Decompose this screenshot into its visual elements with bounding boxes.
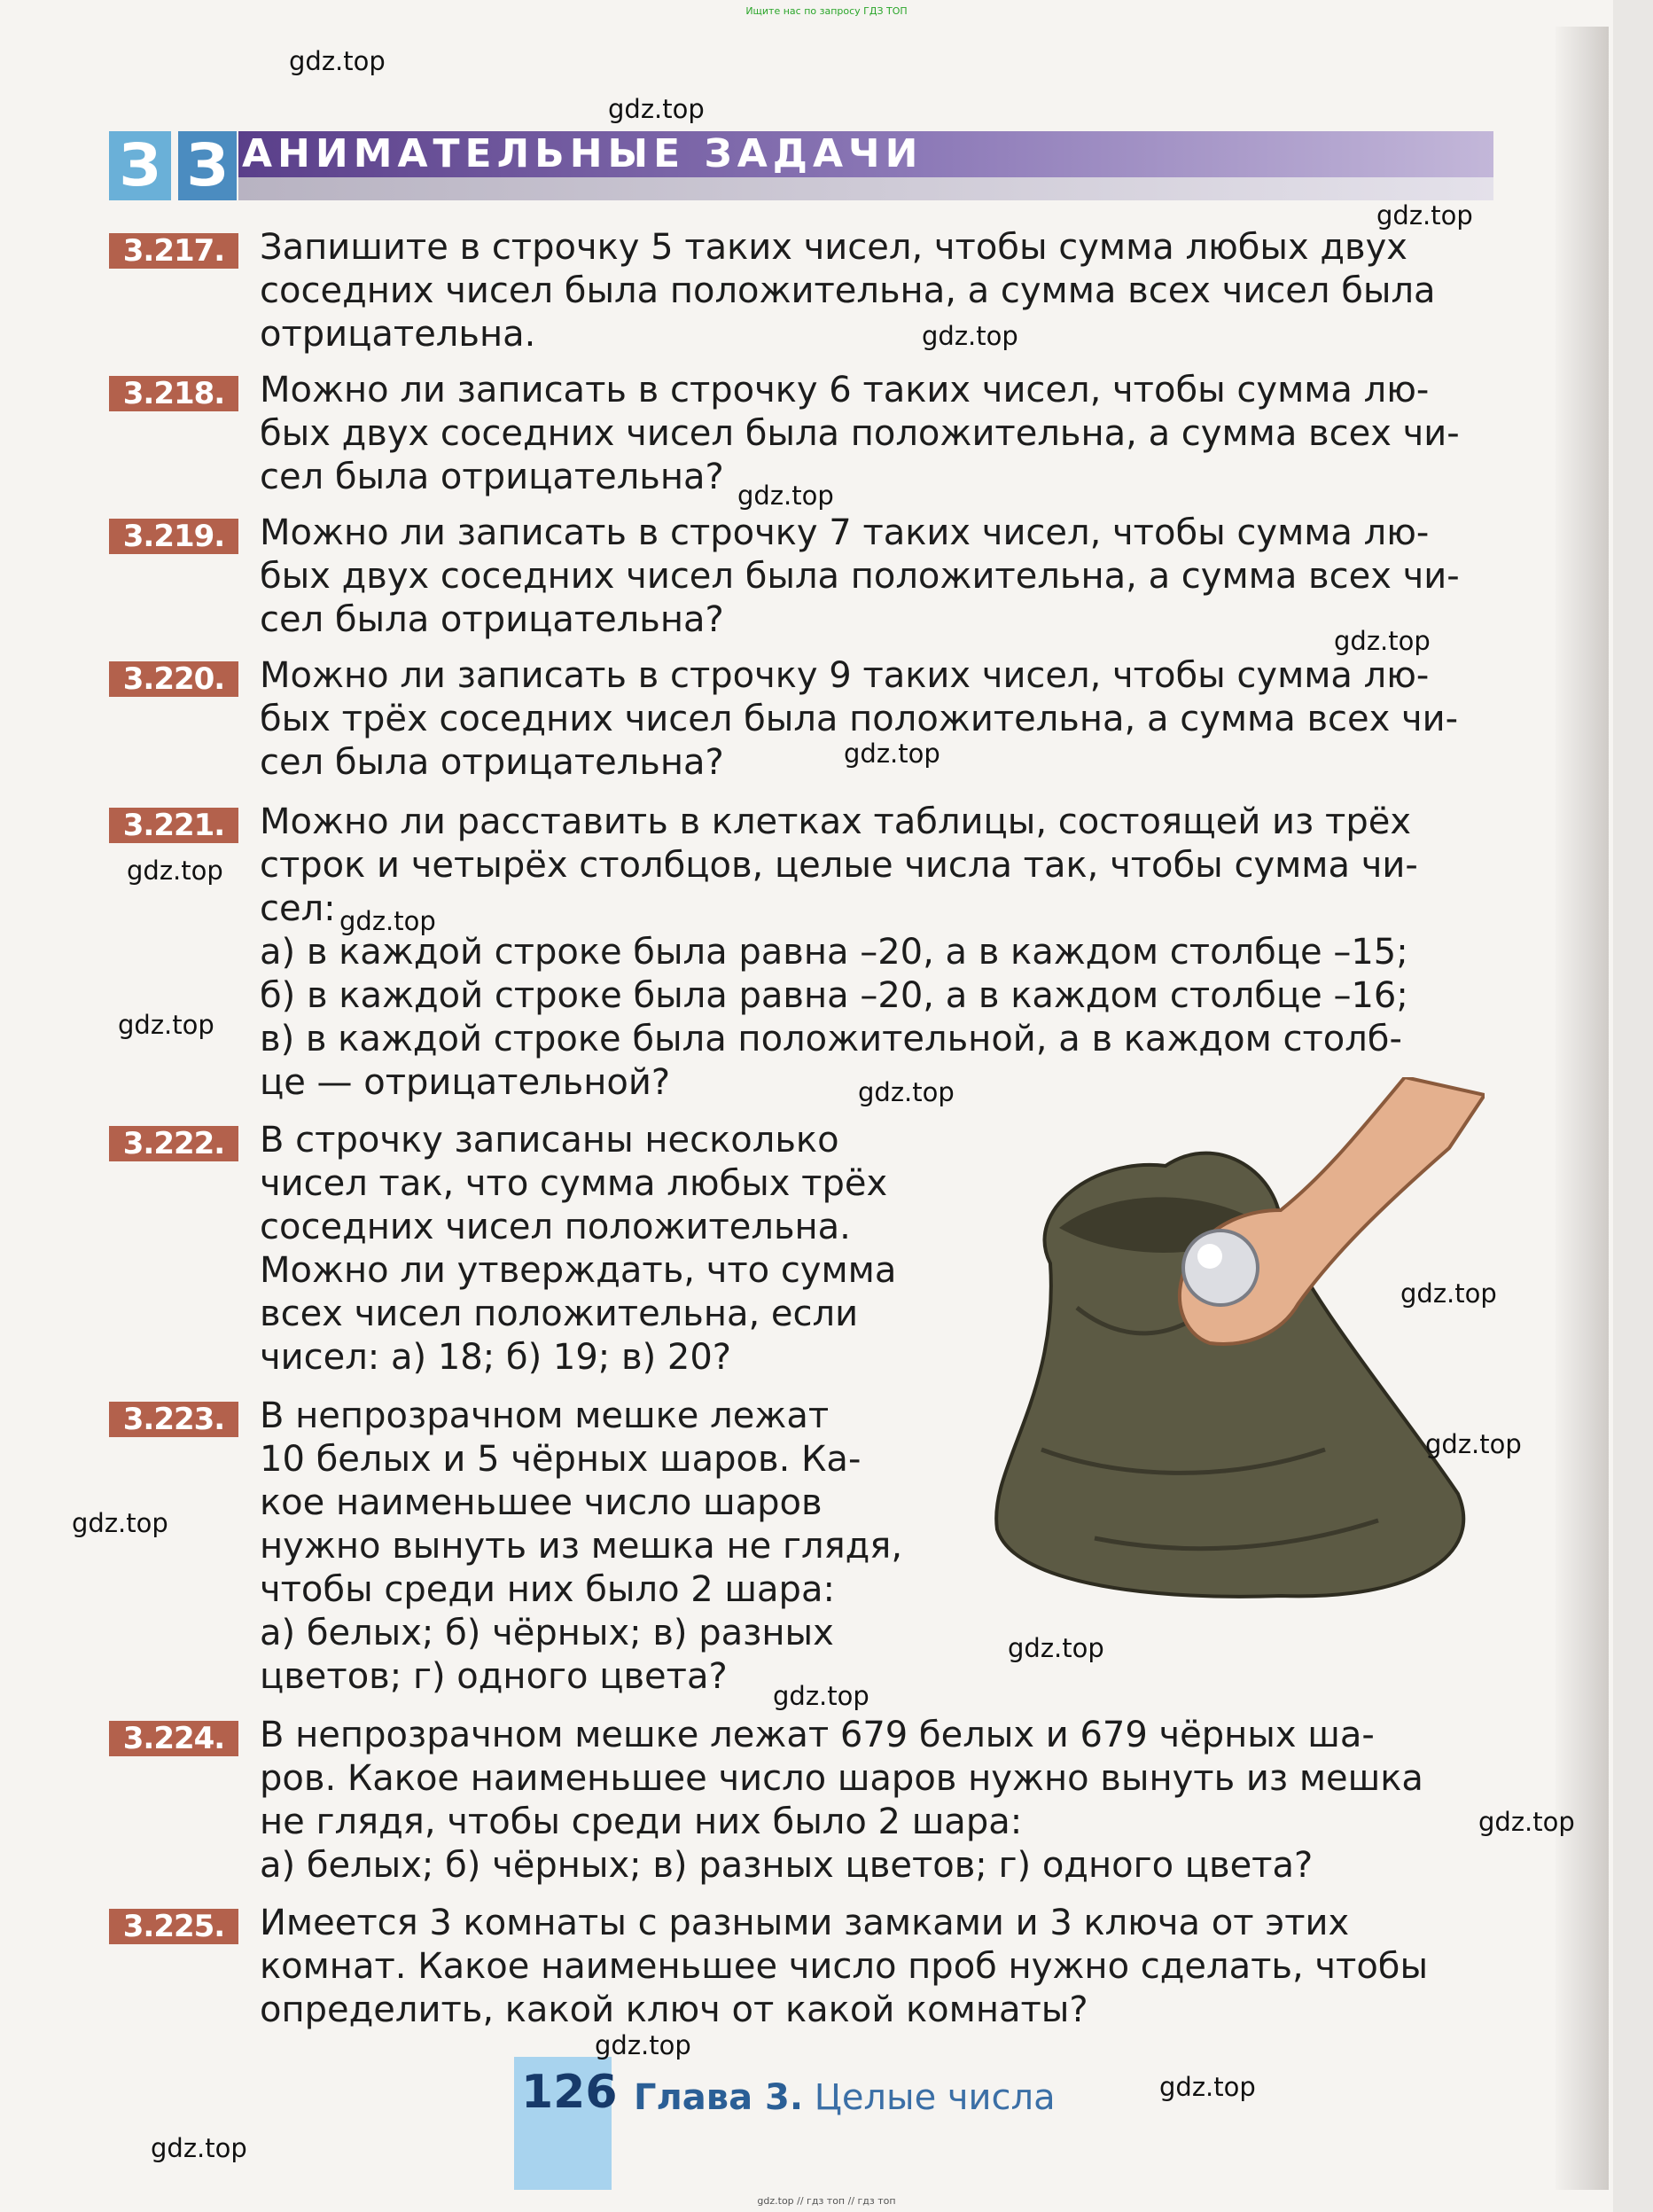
watermark: gdz.top [1334,626,1431,656]
problem-3-224 [109,1714,1493,1888]
text-line: Можно ли записать в строчку 7 таких чисел, чтобы сумма лю- [260,512,1430,553]
watermark: gdz.top [72,1508,168,1538]
watermark: gdz.top [773,1681,869,1711]
text-line: чисел так, что сумма любых трёх [260,1163,888,1204]
problem-text [260,1902,1493,2032]
watermark: gdz.top [1008,1633,1104,1663]
text-line: Можно ли записать в строчку 9 таких чисел, чтобы сумма лю- [260,655,1430,696]
text-line: не глядя, чтобы среди них было 2 шара: [260,1802,1023,1842]
problem-number: 3.224. [109,1721,238,1756]
watermark: gdz.top [289,46,386,76]
watermark: gdz.top [1159,2072,1256,2102]
problem-text [260,801,1493,1105]
watermark: gdz.top [1478,1807,1575,1837]
problem-text [260,1119,1040,1380]
watermark: gdz.top [339,906,436,936]
text-line: строк и четырёх столбцов, целые числа так, чтобы сумма чи- [260,845,1418,886]
text-line: чтобы среди них было 2 шара: [260,1569,835,1610]
text-line: Можно ли расставить в клетках таблицы, состоящей из трёх [260,801,1412,842]
text-line: це — отрицательной? [260,1062,671,1103]
text-line: в) в каждой строке была положительной, а в каждом столб- [260,1019,1402,1059]
problem-text [260,1714,1493,1888]
watermark: gdz.top [844,739,940,769]
problem-number: 3.223. [109,1402,238,1437]
problem-3-220 [109,654,1493,785]
problem-3-218 [109,369,1493,499]
watermark: gdz.top [608,94,705,124]
problem-3-217 [109,226,1493,356]
page-edge [1556,27,1609,2190]
watermark: gdz.top [118,1010,214,1040]
chapter-title: Целые числа [814,2077,1056,2118]
chapter-running-title [634,2077,1056,2118]
sack-illustration [988,1077,1485,1609]
watermark: gdz.top [922,321,1018,351]
section-header [109,131,1493,200]
text-line: бых трёх соседних чисел была положительна, а сумма всех чи- [260,699,1459,739]
text-line: комнат. Какое наименьшее число проб нужно сделать, чтобы [260,1946,1429,1987]
text-line: Запишите в строчку 5 таких чисел, чтобы сумма любых двух [260,227,1407,268]
text-line: сел: [260,888,336,929]
text-line: всех чисел положительна, если [260,1294,859,1334]
text-line: сел была отрицательна? [260,742,724,783]
problem-text [260,1395,1040,1699]
watermark: gdz.top [737,481,834,511]
problem-number: 3.220. [109,661,238,697]
problem-number: 3.221. [109,808,238,843]
watermark: gdz.top [1400,1278,1497,1309]
text-line: В непрозрачном мешке лежат 679 белых и 679 чёрных ша- [260,1715,1375,1755]
top-note[interactable]: Ищите нас по запросу ГДЗ ТОП [745,5,908,17]
section-title: АНИМАТЕЛЬНЫЕ ЗАДАЧИ [242,131,924,176]
section-badge-left: З [109,131,171,200]
problem-3-219 [109,512,1493,642]
watermark: gdz.top [151,2133,247,2163]
problem-3-225 [109,1902,1493,2032]
problem-text [260,226,1493,356]
text-line: Можно ли утверждать, что сумма [260,1250,897,1291]
text-line: цветов; г) одного цвета? [260,1656,728,1697]
text-line: Имеется 3 комнаты с разными замками и 3 ключа от этих [260,1903,1350,1943]
problem-3-221 [109,801,1493,1105]
text-line: В строчку записаны несколько [260,1120,839,1161]
ball-shape [1183,1231,1258,1305]
text-line: а) в каждой строке была равна –20, а в каждом столбце –15; [260,932,1408,973]
text-line: кое наименьшее число шаров [260,1482,823,1523]
text-line: соседних чисел положительна. [260,1207,851,1247]
header-bar-shade [238,177,1493,200]
text-line: нужно вынуть из мешка не глядя, [260,1526,903,1567]
text-line: б) в каждой строке была равна –20, а в каждом столбце –16; [260,975,1408,1016]
problem-text [260,369,1493,499]
bottom-note[interactable]: gdz.top // гдз топ // гдз топ [757,2195,896,2207]
text-line: соседних чисел была положительна, а сумма всех чисел была [260,270,1436,311]
problem-number: 3.219. [109,519,238,554]
text-line: чисел: а) 18; б) 19; в) 20? [260,1337,732,1378]
text-line: 10 белых и 5 чёрных шаров. Ка- [260,1439,862,1480]
text-line: а) белых; б) чёрных; в) разных цветов; г) одного цвета? [260,1845,1314,1886]
chapter-label: Глава 3. [634,2077,804,2118]
watermark: gdz.top [595,2030,691,2060]
problem-number: 3.218. [109,376,238,411]
problem-number: 3.217. [109,233,238,269]
problem-text [260,512,1493,642]
page-number: 126 [521,2066,618,2119]
problem-number: 3.225. [109,1909,238,1944]
text-line: отрицательна. [260,314,536,355]
text-line: определить, какой ключ от какой комнаты? [260,1989,1088,2030]
watermark: gdz.top [1376,200,1473,231]
text-line: ров. Какое наименьшее число шаров нужно вынуть из мешка [260,1758,1423,1799]
watermark: gdz.top [858,1077,955,1107]
text-line: Можно ли записать в строчку 6 таких чисел, чтобы сумма лю- [260,370,1430,410]
problem-number: 3.222. [109,1126,238,1161]
text-line: бых двух соседних чисел была положительна, а сумма всех чи- [260,413,1460,454]
text-line: а) белых; б) чёрных; в) разных [260,1613,834,1653]
watermark: gdz.top [127,856,223,886]
text-line: бых двух соседних чисел была положительна, а сумма всех чи- [260,556,1460,597]
text-line: В непрозрачном мешке лежат [260,1395,830,1436]
section-badge-right: З [178,131,237,200]
watermark: gdz.top [1425,1429,1522,1459]
text-line: сел была отрицательна? [260,457,724,497]
text-line: сел была отрицательна? [260,599,724,640]
